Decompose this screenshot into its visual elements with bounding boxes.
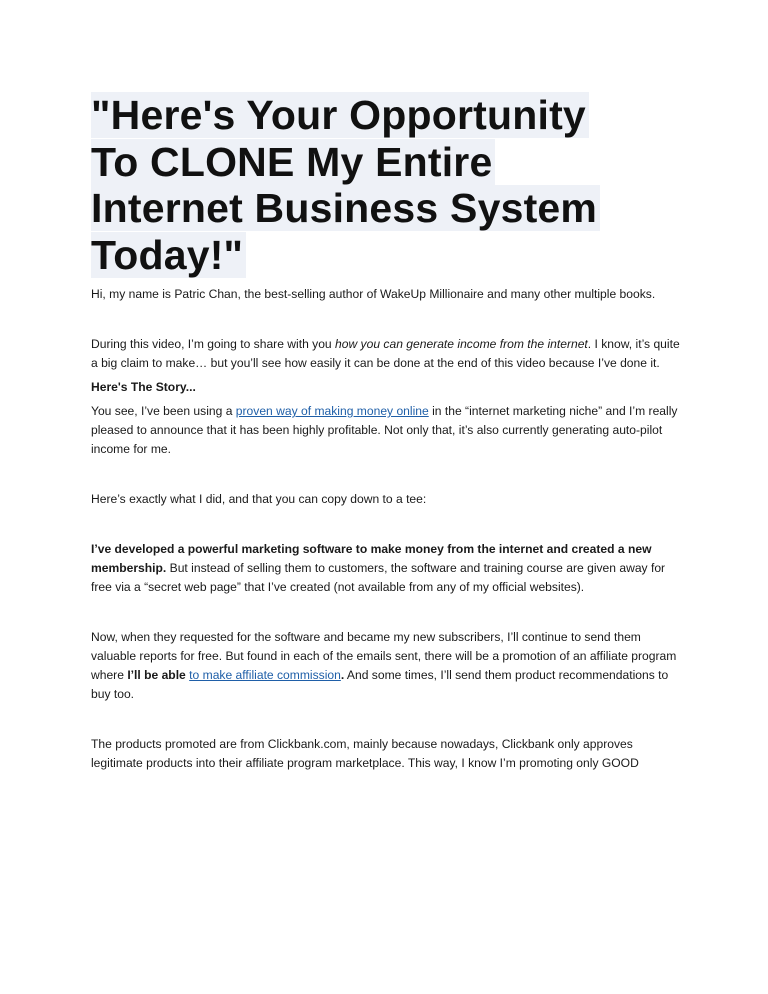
copy-paragraph: Here’s exactly what I did, and that you can copy down to a tee: [91,492,427,506]
software-paragraph [91,540,683,597]
video-paragraph-emphasis: how you can generate income from the internet [335,337,588,351]
proven-way-link[interactable]: proven way of making money online [235,404,429,418]
subscribers-paragraph-text-2: And some times, I’ll send them product recommendations to buy too. [91,668,669,701]
software-paragraph-text: But instead of selling them to customers, the software and training course are given away for free via a “secret web page” that I’ve created (not available from any of my official websites). [91,561,666,594]
subscribers-paragraph-bold: I’ll be able [127,668,186,682]
story-paragraph-text-1: You see, I’ve been using a [91,404,236,418]
subscribers-paragraph-text-1: Now, when they requested for the software and became my new subscribers, I’ll continue to send them valuable reports for free. But found in each of the emails sent, there will be a promotion of an affiliate program where [91,630,677,682]
intro-paragraph: Hi, my name is Patric Chan, the best-selling author of WakeUp Millionaire and many other multiple books. [91,287,656,301]
page-title [91,92,683,278]
clickbank-paragraph: The products promoted are from Clickbank.com, mainly because nowadays, Clickbank only approves legitimate products into their affiliate program marketplace. This way, I know I’m promoting only GOOD [91,737,639,770]
video-paragraph-text-1: During this video, I’m going to share with you [91,337,336,351]
story-heading: Here's The Story... [91,380,196,394]
title-line-3: Internet Business System [91,185,600,231]
video-paragraph [91,335,683,373]
title-line-2: To CLONE My Entire [91,139,495,185]
subscribers-paragraph-period: . [340,668,345,682]
story-paragraph [91,402,683,459]
software-paragraph-bold: I’ve developed a powerful marketing software to make money from the internet and created a new membership. [91,542,652,575]
title-line-4: Today!" [91,232,246,278]
video-paragraph-text-2: . I know, it’s quite a big claim to make… but you’ll see how easily it can be done at the end of this video because I’ve done it. [91,337,680,370]
title-line-1: "Here's Your Opportunity [91,92,589,138]
story-paragraph-text-2: in the “internet marketing niche” and I’m really pleased to announce that it has been highly profitable. Not only that, it’s also currently generating auto-pilot income for me. [91,404,678,456]
subscribers-paragraph [91,628,683,704]
affiliate-commission-link[interactable]: to make affiliate commission [189,668,341,682]
document-page [91,92,683,773]
